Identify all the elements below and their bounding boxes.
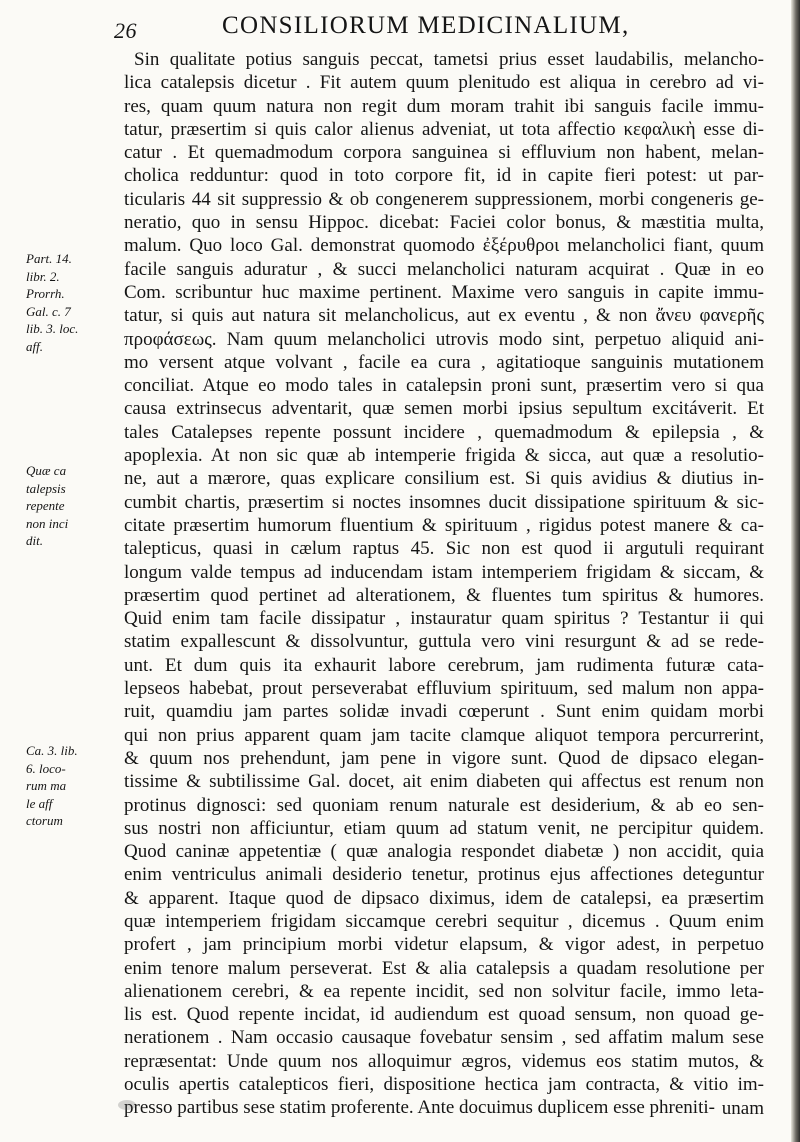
catchword: unam — [721, 1098, 764, 1119]
text-line: alienationem cerebri, & ea repente incidit, sed non solvitur facile, immo leta- — [124, 980, 764, 1002]
margin-note-3 — [26, 742, 122, 830]
text-line: & quum nos prehendunt, jam pene in vigore sunt. Quod de dipsaco elegan- — [124, 747, 764, 769]
text-line: talepticus, quasi in cælum raptus 45. Sic non est quod ii argutuli requirant — [124, 538, 764, 560]
text-line: protinus dignosci: sed quoniam renum naturale est desiderium, & ab eo sen- — [124, 794, 764, 816]
margin-note-line: lib. 3. loc. — [26, 321, 79, 336]
text-line: tales Catalepses repente possunt incidere , quemadmodum & epilepsia , & — [124, 421, 764, 443]
text-line: & apparent. Itaque quod de dipsaco diximus, idem de catalepsi, ea præsertim — [124, 887, 764, 909]
page-number: 26 — [114, 18, 137, 43]
text-line: tatur, si quis aut natura sit melancholicus, aut ex eventu , & non ἄνευ φανερῆς — [124, 305, 764, 327]
text-line: statim expallescunt & dissolvuntur, guttula vero vini resurgunt & ad se rede- — [124, 631, 764, 653]
body-text — [124, 48, 764, 1120]
text-line: causa extrinsecus adventarit, quæ semen morbi ipsius sepultum excitáverit. Et — [124, 398, 764, 420]
ink-smudge — [118, 1100, 136, 1110]
text-line: Com. scribuntur huc maxime pertinent. Maxime vero sanguis in capite immu- — [124, 281, 764, 303]
text-line: res, quam quum natura non regit dum moram trahit ibi sanguis facile immu- — [124, 95, 764, 117]
text-line: conciliat. Atque eo modo tales in catalepsin proni sunt, præsertim vero si qua — [124, 375, 764, 397]
text-line: mo versent atque volvant , facile ea cura , agitatioque sanguinis mutationem — [124, 351, 764, 373]
text-line: ticularis 44 sit suppressio & ob congenerem suppressionem, morbi congeneris ge- — [124, 188, 764, 210]
margin-note-line: Part. 14. — [26, 251, 72, 266]
text-line: Quid enim tam facile dissipatur , instauratur quam spiritus ? Testantur ii qui — [124, 608, 764, 630]
book-gutter-shadow — [791, 0, 800, 1142]
text-line: qui non prius apparent quam jam tacite clamque aliquot tempora percurrerint, — [124, 724, 764, 746]
text-line: tissime & subtilissime Gal. docet, ait enim diabeten qui affectus est renum non — [124, 771, 764, 793]
margin-note-2 — [26, 462, 122, 550]
text-line: enim tenore malum perseverat. Est & alia catalepsis a quadam resolutione per — [124, 957, 764, 979]
margin-note-line: rum ma — [26, 778, 67, 793]
margin-note-line: Prorrh. — [26, 286, 65, 301]
text-line: facile sanguis aduratur , & succi melancholici naturam acquirat . Quæ in eo — [124, 258, 764, 280]
text-line: apoplexia. At non sic quæ ab intemperie frigida & sicca, aut quæ a resolutio- — [124, 445, 764, 467]
text-line: Sin qualitate potius sanguis peccat, tametsi prius esset laudabilis, melancho- — [134, 49, 764, 70]
margin-note-line: Quæ ca — [26, 463, 67, 478]
text-line: quæ intemperiem frigidam siccamque cerebri sequitur , dicemus . Quum enim — [124, 910, 764, 932]
text-line: tatur, præsertim si quis calor alienus adveniat, ut tota affectio κεφαλικὴ esse di- — [124, 118, 764, 140]
text-line: neratio, quo in sensu Hippoc. dicebat: Faciei color bonus, & mæstitia multa, — [124, 212, 764, 234]
margin-note-1 — [26, 250, 122, 355]
margin-note-line: repente — [26, 498, 65, 513]
margin-note-line: le aff — [26, 795, 53, 811]
text-line: citate præsertim humorum fluentium & spirituum , rigidus potest manere & ca- — [124, 514, 764, 536]
margin-note-line: talepsis — [26, 480, 66, 496]
text-line: nerationem . Nam occasio causaque fovebatur sensim , sed affatim malum sese — [124, 1027, 764, 1049]
text-line: repræsentat: Unde quum nos alloquimur ægros, videmus eos statim mutos, & — [124, 1050, 764, 1072]
text-line: ne, aut a mærore, quas explicare consilium est. Si quis avidius & diutius in- — [124, 468, 764, 490]
text-line: cholica redduntur: quod in toto corpore fit, id in capite fieri potest: ut par- — [124, 165, 764, 187]
text-line: malum. Quo loco Gal. demonstrat quomodo ἐξέρυθροι melancholici fiant, quum — [124, 235, 764, 257]
text-line: profert , jam principium morbi videtur elapsum, & vigor adest, in perpetuo — [124, 934, 764, 956]
text-line: lica catalepsis dicetur . Fit autem quum plenitudo est aliqua in cerebro ad vi- — [124, 72, 764, 94]
margin-note-line: Ca. 3. lib. — [26, 743, 78, 758]
text-line: προφάσεως. Nam quum melancholici utrovis modo sint, perpetuo aliquid ani- — [124, 328, 764, 350]
running-head: CONSILIORUM MEDICINALIUM, — [222, 12, 630, 39]
text-line: Quod caninæ appetentiæ ( quæ analogia respondet diabetæ ) non accidit, quia — [124, 841, 764, 863]
margin-note-line: ctorum — [26, 813, 63, 828]
text-line: presso partibus sese statim proferente. Ante docuimus duplicem esse phreniti- — [124, 1097, 715, 1119]
margin-note-line: dit. — [26, 533, 43, 548]
text-line: lis est. Quod repente incidat, id audiendum est quoad sensum, non quoad ge- — [124, 1004, 764, 1026]
margin-note-line: libr. 2. — [26, 268, 60, 284]
text-line: oculis apertis catalepticos fieri, dispositione hectica jam contracta, & vitio im- — [124, 1074, 764, 1096]
text-line: præsertim quod pertinet ad alterationem, & fluentes tum spiritus & humores. — [124, 584, 764, 606]
text-line: ruit, quamdiu jam partes solidæ invadi cœperunt . Sunt enim quidam morbi — [124, 701, 764, 723]
margin-note-line: aff. — [26, 338, 43, 354]
margin-note-line: Gal. c. 7 — [26, 303, 71, 319]
margin-note-line: 6. loco- — [26, 760, 66, 776]
text-line: sus nostri non afficiuntur, etiam quum ad statum venit, ne percipitur quidem. — [124, 817, 764, 839]
text-line: unt. Et dum quis ita exhaurit labore cerebrum, jam rudimenta futuræ cata- — [124, 654, 764, 676]
text-line: longum valde tempus ad inducendam istam intemperiem frigidam & siccam, & — [124, 561, 764, 583]
text-line: lepseos habebat, prout perseverabat effluvium spirituum, sed malum non appa- — [124, 678, 764, 700]
text-line: cumbit chartis, præsertim si noctes insomnes ducit dissipatione spirituum & sic- — [124, 491, 764, 513]
text-line: catur . Et quemadmodum corpora sanguinea si effluvium non habent, melan- — [124, 142, 764, 164]
text-line: enim ventriculus animali desiderio tenetur, protinus ejus affectiones deteguntur — [124, 864, 764, 886]
margin-note-line: non inci — [26, 515, 69, 531]
